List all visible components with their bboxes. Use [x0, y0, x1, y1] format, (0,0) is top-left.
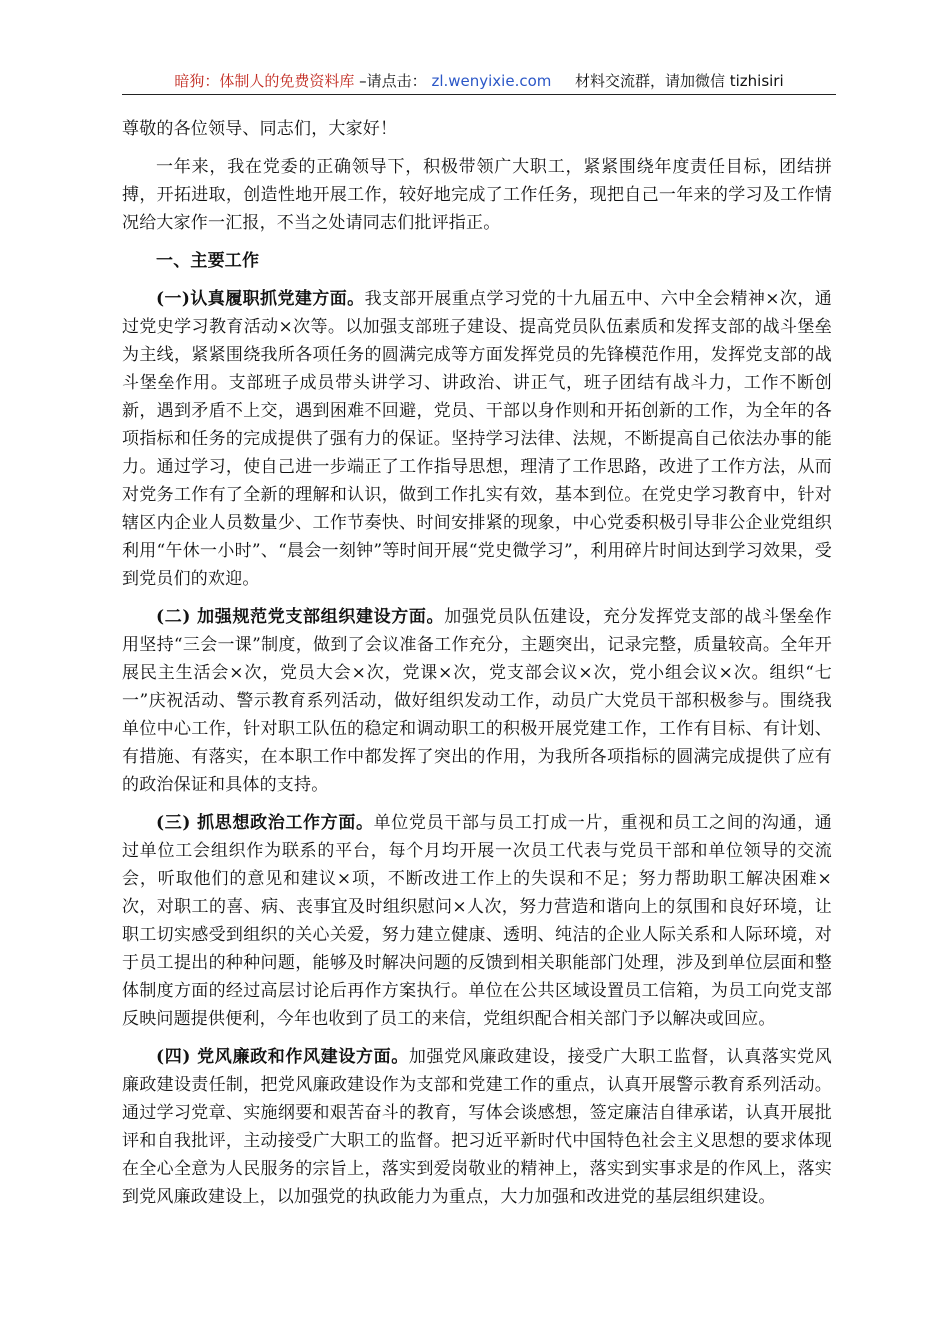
paragraph-1 — [122, 285, 832, 593]
header-divider — [122, 94, 836, 95]
paragraph-1-lead: (一)认真履职抓党建方面。 — [156, 289, 365, 309]
page-header — [122, 70, 836, 94]
paragraph-2-lead: (二) 加强规范党支部组织建设方面。 — [156, 607, 445, 627]
header-contact: 材料交流群，请加微信 tizhisiri — [574, 72, 784, 90]
header-url-link[interactable]: zl.wenyixie.com — [431, 72, 552, 90]
section-title: 一、主要工作 — [156, 251, 260, 271]
paragraph-2-text: 加强党员队伍建设，充分发挥党支部的战斗堡垒作用坚持“三会一课”制度，做到了会议准备工作充分，主题突出，记录完整，质量较高。全年开展民主生活会×次，党员大会×次，党课×次，党支部会议×次，党小组会议×次。组织“七一”庆祝活动、警示教育系列活动，做好组织发动工作，动员广大党员干部积极参与。围绕我单位中心工作，针对职工队伍的稳定和调动职工的积极开展党建工作，工作有目标、有计划、有措施、有落实，在本职工作中都发挥了突出的作用，为我所各项指标的圆满完成提供了应有的政治保证和具体的支持。 — [122, 607, 832, 795]
paragraph-4-lead: (四) 党风廉政和作风建设方面。 — [156, 1047, 409, 1067]
intro-paragraph: 一年来，我在党委的正确领导下，积极带领广大职工，紧紧围绕年度责任目标，团结拼搏，开拓进取，创造性地开展工作，较好地完成了工作任务，现把自己一年来的学习及工作情况给大家作一汇报，不当之处请同志们批评指正。 — [122, 157, 832, 233]
paragraph-2 — [122, 603, 832, 799]
paragraph-4 — [122, 1043, 832, 1211]
paragraph-3 — [122, 809, 832, 1033]
paragraph-3-text: 单位党员干部与员工打成一片，重视和员工之间的沟通，通过单位工会组织作为联系的平台，每个月均开展一次员工代表与党员干部和单位领导的交流会，听取他们的意见和建议×项，不断改进工作上的失误和不足；努力帮助职工解决困难×次，对职工的喜、病、丧事宜及时组织慰问×人次，努力营造和谐向上的氛围和良好环境，让职工切实感受到组织的关心关爱，努力建立健康、透明、纯洁的企业人际关系和人际环境，对于员工提出的种种问题，能够及时解决问题的反馈到相关职能部门处理，涉及到单位层面和整体制度方面的经过高层讨论后再作方案执行。单位在公共区域设置员工信箱，为员工向党支部反映问题提供便利，今年也收到了员工的来信，党组织配合相关部门予以解决或回应。 — [122, 813, 832, 1029]
header-brand: 暗狗：体制人的免费资料库 — [174, 72, 355, 90]
paragraph-4-text: 加强党风廉政建设，接受广大职工监督，认真落实党风廉政建设责任制，把党风廉政建设作为支部和党建工作的重点，认真开展警示教育系列活动。通过学习党章、实施纲要和艰苦奋斗的教育，写体会谈感想，签定廉洁自律承诺，认真开展批评和自我批评，主动接受广大职工的监督。把习近平新时代中国特色社会主义思想的要求体现在全心全意为人民服务的宗旨上，落实到爱岗敬业的精神上，落实到实事求是的作风上，落实到党风廉政建设上，以加强党的执政能力为重点，大力加强和改进党的基层组织建设。 — [122, 1047, 832, 1207]
document-body — [122, 115, 832, 1221]
header-click-text: –请点击： — [359, 72, 427, 90]
paragraph-1-text: 我支部开展重点学习党的十九届五中、六中全会精神×次，通过党史学习教育活动×次等。以加强支部班子建设、提高党员队伍素质和发挥支部的战斗堡垒为主线，紧紧围绕我所各项任务的圆满完成等方面发挥党员的先锋模范作用，发挥党支部的战斗堡垒作用。支部班子成员带头讲学习、讲政治、讲正气，班子团结有战斗力，工作不断创新，遇到矛盾不上交，遇到困难不回避，党员、干部以身作则和开拓创新的工作，为全年的各项指标和任务的完成提供了强有力的保证。坚持学习法律、法规，不断提高自己依法办事的能力。通过学习，使自己进一步端正了工作指导思想，理清了工作思路，改进了工作方法，从而对党务工作有了全新的理解和认识，做到工作扎实有效，基本到位。在党史学习教育中，针对辖区内企业人员数量少、工作节奏快、时间安排紧的现象，中心党委积极引导非公企业党组织利用“午休一小时”、“晨会一刻钟”等时间开展“党史微学习”，利用碎片时间达到学习效果，受到党员们的欢迎。 — [122, 289, 832, 589]
greeting: 尊敬的各位领导、同志们，大家好！ — [122, 119, 398, 139]
paragraph-3-lead: (三) 抓思想政治工作方面。 — [156, 813, 374, 833]
